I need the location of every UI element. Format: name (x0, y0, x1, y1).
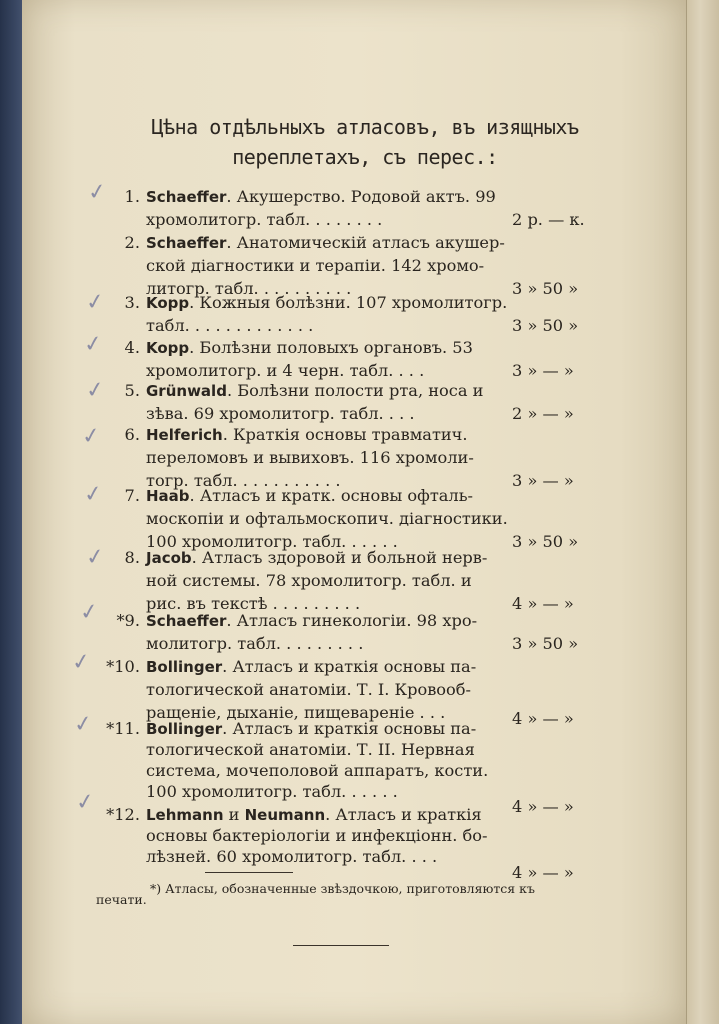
entry-text: переломовъ и вывиховъ. 116 хромоли- (146, 448, 474, 467)
entry-conjunction: и (223, 805, 245, 824)
entry-author: Bollinger (146, 720, 223, 738)
entry-text: литогр. табл. . . . . . . . . . (146, 279, 352, 298)
entry-text: система, мочеполовой аппаратъ, кости. (146, 761, 489, 780)
entry-author: Kopp (146, 294, 190, 312)
entry-author: Schaeffer (146, 188, 227, 206)
entry-author: Schaeffer (146, 612, 227, 630)
entry-text: . Болѣзни половыхъ органовъ. 53 (189, 338, 473, 357)
entry-text: ращеніе, дыханіе, пищевареніе . . . (146, 703, 446, 722)
bottom-rule (293, 945, 389, 946)
entry-author: Lehmann (146, 806, 224, 824)
pencil-check-icon: ✓ (82, 480, 105, 509)
heading-line-1: Цѣна отдѣльныхъ атласовъ, въ изящныхъ (151, 115, 579, 139)
entry-number: 6. (124, 425, 140, 444)
entry-text: . Атласъ здоровой и больной нерв- (191, 548, 488, 567)
entry-author: Bollinger (146, 658, 223, 676)
entry-text: ной системы. 78 хромолитогр. табл. и (146, 571, 472, 590)
entry-text: . Атласъ и краткія основы па- (222, 657, 477, 676)
entry-text: хромолитогр. табл. . . . . . . . (146, 210, 383, 229)
entry-text: . Атласъ и кратк. основы офталь- (189, 486, 474, 505)
entry-text: табл. . . . . . . . . . . . . (146, 316, 314, 335)
entry-number: *9. (116, 611, 140, 630)
entry-number: 4. (124, 338, 140, 357)
entry-text: зѣва. 69 хромолитогр. табл. . . . (146, 404, 415, 423)
heading-line-2: переплетахъ, съ перес.: (232, 145, 498, 169)
entry-number: *10. (106, 657, 140, 676)
entry-first-line (146, 804, 482, 826)
entry-first-line (146, 380, 483, 402)
entry-price: 3 » 50 » (512, 316, 579, 335)
entry-author-2: Neumann (244, 806, 326, 824)
entry-author: Haab (146, 487, 190, 505)
entry-first-line (146, 186, 496, 208)
entry-price: 3 » 50 » (512, 532, 579, 551)
footnote-line-1: *) Атласы, обозначенные звѣздочкою, приготовляются къ (150, 881, 535, 896)
pencil-check-icon: ✓ (84, 376, 107, 405)
entry-number: 7. (124, 486, 140, 505)
entry-number: 5. (124, 381, 140, 400)
entry-text: ской діагностики и терапіи. 142 хромо- (146, 256, 485, 275)
entry-first-line (146, 718, 476, 740)
entry-first-line (146, 610, 477, 632)
entry-text: 100 хромолитогр. табл. . . . . . (146, 532, 398, 551)
footnote-line-2: печати. (96, 892, 147, 907)
entry-text: тологической анатоміи. Т. I. Кровооб- (146, 680, 472, 699)
entry-author: Helferich (146, 426, 223, 444)
pencil-check-icon: ✓ (82, 330, 105, 359)
entry-text: лѣзней. 60 хромолитогр. табл. . . . (146, 847, 438, 866)
entry-text: хромолитогр. и 4 черн. табл. . . . (146, 361, 425, 380)
entry-text: . Атласъ гинекологіи. 98 хро- (226, 611, 478, 630)
entry-text: . Краткія основы травматич. (222, 425, 468, 444)
entry-price: 2 » — » (512, 404, 574, 423)
entry-author: Kopp (146, 339, 190, 357)
entry-number: *12. (106, 805, 140, 824)
entry-text: основы бактеріологіи и инфекціонн. бо- (146, 826, 488, 845)
entry-text: . Кожныя болѣзни. 107 хромолитогр. (189, 293, 508, 312)
entry-price: 4 » — » (512, 594, 574, 613)
pencil-check-icon: ✓ (84, 288, 107, 317)
entry-author: Grünwald (146, 382, 227, 400)
entry-price: 3 » — » (512, 361, 574, 380)
page-heading (70, 112, 660, 172)
footnote-rule (205, 872, 293, 873)
entry-price: 3 » 50 » (512, 279, 579, 298)
entry-price: 4 » — » (512, 797, 574, 816)
entry-text: тогр. табл. . . . . . . . . . . (146, 471, 341, 490)
entry-text: москопіи и офтальмоскопич. діагностики. (146, 509, 508, 528)
entry-text: . Атласъ и краткія основы па- (222, 719, 477, 738)
pencil-check-icon: ✓ (74, 788, 97, 817)
pencil-check-icon: ✓ (70, 648, 93, 677)
entry-first-line (146, 232, 505, 254)
pencil-check-icon: ✓ (86, 178, 109, 207)
pencil-check-icon: ✓ (80, 422, 103, 451)
entry-price: 3 » 50 » (512, 634, 579, 653)
entry-price: 4 » — » (512, 709, 574, 728)
entry-text: . Акушерство. Родовой актъ. 99 (226, 187, 496, 206)
entry-text: тологической анатоміи. Т. II. Нервная (146, 740, 475, 759)
entry-first-line (146, 337, 473, 359)
entry-price: 4 » — » (512, 863, 574, 882)
entry-first-line (146, 292, 507, 314)
entry-text: . Атласъ и краткія (325, 805, 482, 824)
entry-text: молитогр. табл. . . . . . . . . (146, 634, 364, 653)
entry-first-line (146, 424, 468, 446)
pencil-check-icon: ✓ (84, 543, 107, 572)
entry-first-line (146, 656, 476, 678)
entry-text: 100 хромолитогр. табл. . . . . . (146, 782, 398, 801)
pencil-check-icon: ✓ (78, 598, 101, 627)
entry-first-line (146, 547, 487, 569)
entry-number: 1. (124, 187, 140, 206)
next-page-edge (686, 0, 719, 1024)
entry-first-line (146, 485, 473, 507)
entry-number: 8. (124, 548, 140, 567)
entry-number: 3. (124, 293, 140, 312)
entry-text: . Болѣзни полости рта, носа и (226, 381, 484, 400)
entry-number: 2. (124, 233, 140, 252)
entry-author: Jacob (146, 549, 192, 567)
entry-price: 3 » — » (512, 471, 574, 490)
entry-number: *11. (106, 719, 140, 738)
entry-price: 2 р. — к. (512, 210, 585, 229)
pencil-check-icon: ✓ (72, 710, 95, 739)
entry-text: . Анатомическій атласъ акушер- (226, 233, 505, 252)
entry-author: Schaeffer (146, 234, 227, 252)
entry-text: рис. въ текстѣ . . . . . . . . . (146, 594, 361, 613)
